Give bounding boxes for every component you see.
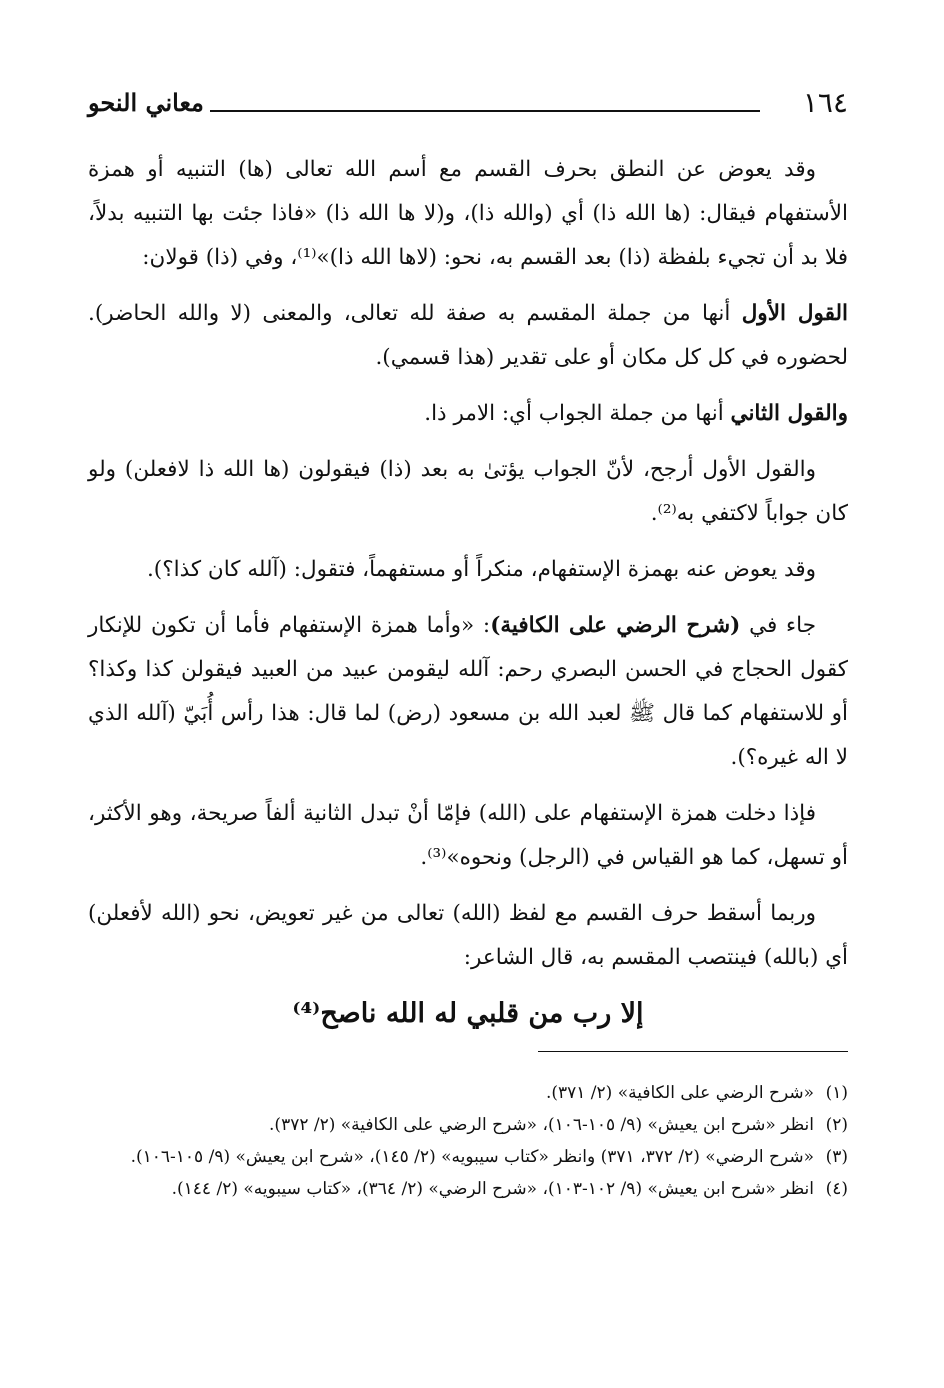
first-saying-text: أنها من جملة المقسم به صفة لله تعالى، والمعنى (لا والله الحاضر). لحضوره في كل كل مكان أو على تقدير (هذا قسمي). <box>88 301 848 370</box>
second-saying-text: أنها من جملة الجواب أي: الامر ذا. <box>424 401 724 426</box>
footnote-text: «شرح الرضي على الكافية» (٢/ ٣٧١). <box>545 1083 814 1103</box>
footnotes <box>88 1078 848 1204</box>
jaa-fi-text: جاء في <box>749 613 816 638</box>
footnote-number: (٤) <box>825 1179 848 1199</box>
paragraph-7: فإذا دخلت همزة الإستفهام على (الله) فإمّا أنْ تبدل الثانية ألفاً صريحة، وهو الأكثر، أو تسهل، كما هو القياس في (الرجل) ونحوه»⁽³⁾. <box>88 801 848 870</box>
page-number: ١٦٤ <box>802 86 848 119</box>
second-saying-label: والقول الثاني <box>730 401 848 426</box>
footnote <box>88 1174 848 1204</box>
footnote-text: انظر «شرح ابن يعيش» (٩/ ١٠٢-١٠٣)، «شرح الرضي» (٢/ ٣٦٤)، «كتاب سيبويه» (٢/ ١٤٤). <box>171 1179 814 1199</box>
footnote-number: (٢) <box>825 1115 848 1135</box>
paragraph-first-saying <box>88 292 848 380</box>
paragraph-second-saying <box>88 392 848 436</box>
footnote-rule <box>538 1051 848 1052</box>
paragraph-8: وربما أسقط حرف القسم مع لفظ (الله) تعالى من غير تعويض، نحو (الله لأفعلن) أي (بالله) فينتصب المقسم به، قال الشاعر: <box>88 901 848 970</box>
footnote-number: (٣) <box>825 1147 848 1167</box>
paragraph-5: وقد يعوض عنه بهمزة الإستفهام، منكراً أو مستفهماً، فتقول: (آلله كان كذا؟). <box>146 557 816 582</box>
footnote-text: انظر «شرح ابن يعيش» (٩/ ١٠٥-١٠٦)، «شرح الرضي على الكافية» (٢/ ٣٧٢). <box>269 1115 814 1135</box>
poetry-verse: إلا رب من قلبي له الله ناصح⁽⁴⁾ <box>292 998 644 1029</box>
footnote-number: (١) <box>825 1083 848 1103</box>
quotation-text: : «وأما همزة الإستفهام فأما أن تكون للإنكار كقول الحجاج في الحسن البصري رحم: آلله ليقومن عبيد من العبيد فيقولن كذا وكذا؟ أو للاستفهام كما قال ﷺ لعبد الله بن مسعود (رض) لما قال: هذا رأس أُبَيّ (آلله الذي لا اله غيره؟). <box>88 613 848 770</box>
footnote <box>88 1110 848 1140</box>
footnote <box>88 1078 848 1108</box>
first-saying-label: القول الأول <box>741 301 848 326</box>
header-rule <box>210 110 760 112</box>
paragraph-quotation <box>88 604 848 780</box>
footnote <box>88 1142 848 1172</box>
footnote-text: «شرح الرضي» (٢/ ٣٧٢، ٣٧١) وانظر «كتاب سيبويه» (٢/ ١٤٥)، «شرح ابن يعيش» (٩/ ١٠٥-١٠٦). <box>130 1147 814 1167</box>
main-text <box>88 148 848 1206</box>
page-header <box>88 86 848 126</box>
paragraph-4: والقول الأول أرجح، لأنّ الجواب يؤتىٰ به بعد (ذا) فيقولون (ها الله ذا لافعلن) ولو كان جواباً لاكتفي به⁽²⁾. <box>88 457 848 526</box>
book-title: (شرح الرضي على الكافية) <box>490 613 741 638</box>
running-title: معاني النحو <box>88 88 204 117</box>
paragraph-1: وقد يعوض عن النطق بحرف القسم مع أسم الله تعالى (ها) التنبيه أو همزة الأستفهام فيقال: (ها الله ذا) أي (والله ذا)، و(لا ها الله ذا) «فاذا جئت بها التنبيه بدلاً، فلا بد أن تجيء بلفظة (ذا) بعد القسم به، نحو: (لاها الله ذا)»⁽¹⁾، وفي (ذا) قولان: <box>88 157 848 270</box>
